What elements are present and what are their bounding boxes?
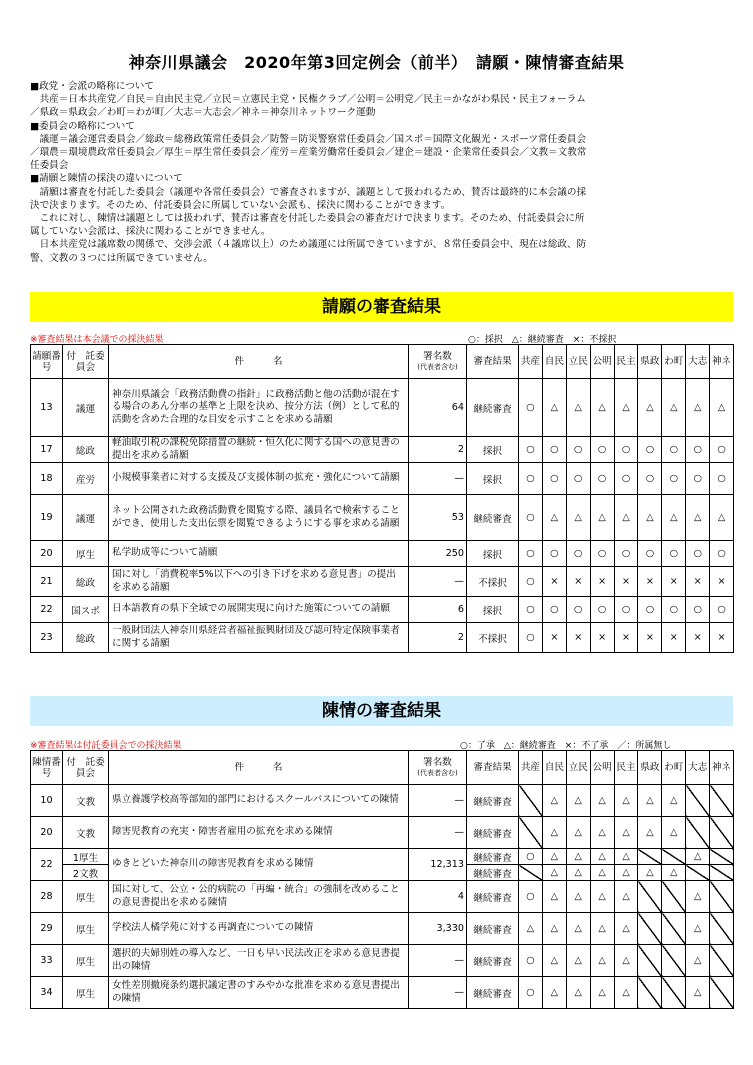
cell-result: 継続審査: [467, 379, 519, 437]
cell-vote: ○: [662, 463, 686, 495]
cell-vote: ○: [638, 597, 662, 623]
cell-result: 継続審査: [467, 945, 519, 977]
header-signatures: [409, 751, 467, 785]
cell-vote: ○: [519, 977, 543, 1009]
cell-vote: ○: [710, 463, 734, 495]
cell-vote: △: [686, 881, 710, 913]
cell-subject: ゆきとどいた神奈川の障害児教育を求める陳情: [109, 849, 409, 881]
table-row: [31, 597, 734, 623]
petitions2-note: ※審査結果は付託委員会での採決結果: [30, 741, 182, 751]
vote-none: [710, 977, 734, 1009]
cell-vote: ×: [590, 623, 614, 653]
note-line: これに対し、陳情は議題としては扱われず、賛否は審査を付託した委員会の審査だけで決まります。そのため、付託委員会に所: [30, 213, 585, 225]
vote-none: [519, 865, 543, 881]
cell-vote: △: [542, 977, 566, 1009]
vote-none: [710, 881, 734, 913]
header-party: 公明: [590, 345, 614, 379]
cell-vote: ○: [662, 541, 686, 567]
cell-vote: ○: [519, 849, 543, 865]
cell-vote: △: [566, 495, 590, 541]
header-party: わ町: [662, 751, 686, 785]
cell-subject: ネット公開された政務活動費を閲覧する際、議員名で検索することができ、使用した支出伝票を閲覧できるようにする事を求める請願: [109, 495, 409, 541]
cell-vote: ○: [590, 437, 614, 463]
note-line: ■委員会の略称について: [30, 120, 135, 132]
cell-vote: ×: [542, 623, 566, 653]
cell-vote: △: [614, 865, 638, 881]
cell-subject: 一般財団法人神奈川県経営者福祉振興財団及び認可特定保険事業者に関する請願: [109, 623, 409, 653]
cell-no: 23: [31, 623, 63, 653]
cell-vote: ×: [638, 567, 662, 597]
cell-signatures: —: [409, 817, 467, 849]
cell-vote: △: [590, 785, 614, 817]
header-no: 陳情番号: [31, 751, 63, 785]
cell-no: 13: [31, 379, 63, 437]
table-row: [31, 817, 734, 849]
cell-vote: ○: [519, 379, 543, 437]
vote-none: [710, 849, 734, 865]
table-row: [31, 881, 734, 913]
cell-vote: △: [686, 945, 710, 977]
table-row: [31, 541, 734, 567]
cell-vote: △: [686, 849, 710, 865]
cell-signatures: 2: [409, 437, 467, 463]
cell-vote: △: [590, 865, 614, 881]
vote-none: [662, 849, 686, 865]
cell-signatures: —: [409, 463, 467, 495]
vote-none: [686, 865, 710, 881]
cell-subject: 学校法人橘学苑に対する再調査についての陳情: [109, 913, 409, 945]
cell-committee: 厚生: [63, 881, 109, 913]
vote-none: [662, 977, 686, 1009]
cell-no: 22: [31, 849, 63, 881]
header-committee: 付 託委員会: [63, 751, 109, 785]
cell-vote: ○: [590, 541, 614, 567]
vote-none: [710, 785, 734, 817]
cell-vote: △: [662, 495, 686, 541]
note-line: ／県政＝県政会／わ町＝わが町／大志＝大志会／神ネ＝神奈川ネットワーク運動: [30, 107, 376, 119]
cell-vote: ○: [686, 463, 710, 495]
cell-vote: ○: [519, 881, 543, 913]
cell-vote: △: [686, 913, 710, 945]
header-party: 民主: [614, 345, 638, 379]
cell-vote: △: [566, 913, 590, 945]
table-row: [31, 463, 734, 495]
cell-committee: 文教: [63, 785, 109, 817]
cell-vote: △: [686, 379, 710, 437]
vote-none: [710, 817, 734, 849]
note-line: 議運＝議会運営委員会／総政＝総務政策常任委員会／防警＝防災警察常任委員会／国スポ＝国際文化観光・スポーツ常任委員会: [30, 133, 587, 145]
table-row: [31, 623, 734, 653]
header-party: 自民: [542, 751, 566, 785]
cell-signatures: 4: [409, 881, 467, 913]
cell-vote: △: [542, 817, 566, 849]
cell-signatures: 3,330: [409, 913, 467, 945]
cell-committee: 産労: [63, 463, 109, 495]
cell-subject: 神奈川県議会「政務活動費の指針」に政務活動と他の活動が混在する場合のあん分率の基準と上限を決め、按分方法（例）として私的活動を含めた合理的な目安を示すことを求める請願: [109, 379, 409, 437]
cell-vote: ○: [662, 437, 686, 463]
petitions-note: ※審査結果は本会議での採決結果: [30, 335, 164, 345]
cell-vote: ○: [566, 597, 590, 623]
note-line: 決で決まります。そのため、付託委員会に所属していない会派も、採決に関わることができます。: [30, 199, 451, 211]
cell-committee: 総政: [63, 567, 109, 597]
cell-vote: ×: [662, 623, 686, 653]
cell-vote: △: [590, 977, 614, 1009]
vote-none: [662, 913, 686, 945]
cell-vote: △: [614, 379, 638, 437]
cell-no: 18: [31, 463, 63, 495]
cell-vote: ○: [614, 597, 638, 623]
cell-vote: △: [638, 865, 662, 881]
cell-vote: ○: [542, 463, 566, 495]
header-no: 請願番号: [31, 345, 63, 379]
cell-subject: 国に対して、公立・公的病院の「再編・統合」の強制を改めることの意見書提出を求める陳情: [109, 881, 409, 913]
cell-no: 17: [31, 437, 63, 463]
vote-none: [686, 785, 710, 817]
cell-result: 採択: [467, 597, 519, 623]
cell-no: 21: [31, 567, 63, 597]
cell-vote: △: [614, 945, 638, 977]
cell-vote: △: [590, 945, 614, 977]
cell-vote: △: [566, 977, 590, 1009]
cell-vote: ○: [519, 437, 543, 463]
petitions2-table: [30, 750, 734, 1009]
note-line: 属していない会派は、採決に関わることができません。: [30, 226, 271, 238]
cell-subject: 国に対し「消費税率5%以下への引き下げを求める意見書」の提出を求める請願: [109, 567, 409, 597]
cell-vote: △: [638, 817, 662, 849]
cell-vote: △: [614, 913, 638, 945]
cell-vote: △: [519, 913, 543, 945]
cell-vote: △: [614, 881, 638, 913]
cell-committee: 国スポ: [63, 597, 109, 623]
petitions2-heading: 陳情の審査結果: [30, 696, 733, 726]
header-party: 神ネ: [710, 751, 734, 785]
header-party: 自民: [542, 345, 566, 379]
cell-vote: ○: [519, 623, 543, 653]
header-party: 民主: [614, 751, 638, 785]
vote-none: [710, 945, 734, 977]
header-party: 大志: [686, 751, 710, 785]
cell-vote: ○: [686, 597, 710, 623]
table-row: [31, 945, 734, 977]
header-result: 審査結果: [467, 751, 519, 785]
cell-vote: △: [542, 913, 566, 945]
cell-vote: ×: [686, 567, 710, 597]
cell-vote: △: [542, 785, 566, 817]
cell-vote: ×: [590, 567, 614, 597]
cell-vote: △: [662, 865, 686, 881]
cell-committee: 総政: [63, 623, 109, 653]
cell-committee: 議運: [63, 379, 109, 437]
cell-vote: △: [710, 495, 734, 541]
cell-result: 不採択: [467, 623, 519, 653]
note-line: 任委員会: [30, 160, 69, 172]
header-signatures-sub: (代表者含む): [417, 362, 458, 371]
vote-none: [519, 785, 543, 817]
note-line: ■政党・会派の略称について: [30, 81, 154, 92]
cell-vote: △: [638, 785, 662, 817]
cell-vote: △: [614, 495, 638, 541]
cell-no: 22: [31, 597, 63, 623]
cell-vote: ○: [614, 437, 638, 463]
header-party: わ町: [662, 345, 686, 379]
cell-vote: △: [686, 977, 710, 1009]
cell-vote: △: [614, 817, 638, 849]
cell-vote: ×: [638, 623, 662, 653]
vote-none: [638, 881, 662, 913]
cell-committee: 議運: [63, 495, 109, 541]
header-signatures: [409, 345, 467, 379]
cell-vote: △: [614, 977, 638, 1009]
cell-vote: △: [590, 379, 614, 437]
cell-vote: ○: [566, 463, 590, 495]
header-party: 公明: [590, 751, 614, 785]
note-line: 日本共産党は議席数の関係で、交渉会派（４議席以上）のため議運には所属できていますが、８常任委員会中、現在は総政、防: [30, 239, 587, 251]
cell-vote: △: [662, 379, 686, 437]
cell-vote: ○: [519, 495, 543, 541]
vote-none: [638, 945, 662, 977]
cell-signatures: 250: [409, 541, 467, 567]
header-party: 立民: [566, 751, 590, 785]
cell-result: 継続審査: [467, 913, 519, 945]
cell-vote: △: [566, 849, 590, 865]
header-signatures-label: 署名数: [423, 756, 452, 768]
vote-none: [710, 865, 734, 881]
header-result: 審査結果: [467, 345, 519, 379]
cell-vote: △: [566, 865, 590, 881]
cell-vote: ×: [614, 623, 638, 653]
cell-signatures: —: [409, 785, 467, 817]
cell-vote: △: [662, 817, 686, 849]
cell-committee: 厚生: [63, 945, 109, 977]
vote-none: [638, 913, 662, 945]
cell-vote: ○: [519, 463, 543, 495]
cell-vote: ○: [638, 541, 662, 567]
petitions2-legend: ○：了承 △：継続審査 ×：不了承 ／：所属無し: [460, 741, 672, 751]
header-party: 共産: [519, 751, 543, 785]
cell-vote: ○: [519, 945, 543, 977]
header-party: 立民: [566, 345, 590, 379]
cell-vote: ○: [542, 597, 566, 623]
vote-none: [519, 817, 543, 849]
cell-vote: ○: [590, 597, 614, 623]
cell-vote: △: [566, 881, 590, 913]
cell-committee: 厚生: [63, 913, 109, 945]
cell-vote: △: [542, 495, 566, 541]
cell-vote: △: [566, 817, 590, 849]
cell-vote: △: [590, 495, 614, 541]
cell-result: 採択: [467, 463, 519, 495]
cell-vote: △: [542, 881, 566, 913]
cell-vote: ○: [519, 541, 543, 567]
header-subject: 件 名: [109, 345, 409, 379]
cell-vote: ○: [590, 463, 614, 495]
cell-subject: 女性差別撤廃条約選択議定書のすみやかな批准を求める意見書提出の陳情: [109, 977, 409, 1009]
cell-vote: ×: [710, 623, 734, 653]
cell-vote: △: [638, 495, 662, 541]
cell-result: 継続審査: [467, 785, 519, 817]
petitions-table: [30, 344, 734, 653]
cell-result: 採択: [467, 437, 519, 463]
cell-vote: △: [590, 881, 614, 913]
cell-subject: 私学助成等について請願: [109, 541, 409, 567]
cell-vote: ○: [710, 437, 734, 463]
vote-none: [662, 881, 686, 913]
cell-vote: △: [566, 379, 590, 437]
header-signatures-label: 署名数: [423, 350, 452, 362]
cell-vote: ○: [638, 463, 662, 495]
cell-vote: △: [662, 785, 686, 817]
cell-vote: ○: [686, 541, 710, 567]
header-party: 大志: [686, 345, 710, 379]
cell-subject: 軽油取引税の課税免除措置の継続・恒久化に関する国への意見書の提出を求める請願: [109, 437, 409, 463]
cell-result: 継続審査: [467, 977, 519, 1009]
cell-vote: ○: [566, 541, 590, 567]
cell-vote: △: [590, 849, 614, 865]
cell-vote: △: [590, 913, 614, 945]
cell-vote: △: [590, 817, 614, 849]
cell-vote: △: [638, 379, 662, 437]
cell-vote: △: [614, 785, 638, 817]
cell-vote: ×: [542, 567, 566, 597]
header-party: 県政: [638, 751, 662, 785]
cell-committee: 厚生: [63, 541, 109, 567]
vote-none: [686, 817, 710, 849]
header-committee: 付 託委員会: [63, 345, 109, 379]
cell-vote: ○: [519, 597, 543, 623]
cell-vote: △: [542, 945, 566, 977]
note-line: 共産＝日本共産党／自民＝自由民主党／立民＝立憲民主党・民権クラブ／公明＝公明党／民主＝かながわ県民・民主フォーラム: [30, 94, 586, 106]
cell-vote: ○: [614, 463, 638, 495]
cell-vote: △: [686, 495, 710, 541]
cell-signatures: 64: [409, 379, 467, 437]
cell-no: 10: [31, 785, 63, 817]
table-row: [31, 849, 734, 865]
vote-none: [638, 849, 662, 865]
cell-subject: 障害児教育の充実・障害者雇用の拡充を求める陳情: [109, 817, 409, 849]
cell-subject: 日本語教育の県下全域での展開実現に向けた施策についての請願: [109, 597, 409, 623]
header-party: 神ネ: [710, 345, 734, 379]
cell-vote: ×: [686, 623, 710, 653]
table-row: [31, 977, 734, 1009]
cell-result: 継続審査: [467, 881, 519, 913]
cell-vote: ○: [710, 597, 734, 623]
cell-vote: ○: [519, 567, 543, 597]
header-signatures-sub: (代表者含む): [417, 768, 458, 777]
cell-result: 継続審査: [467, 817, 519, 849]
note-line: ／環農＝環境農政常任委員会／厚生＝厚生常任委員会／産労＝産業労働常任委員会／建企＝建設・企業常任委員会／文教＝文教常: [30, 147, 587, 159]
cell-no: 29: [31, 913, 63, 945]
cell-no: 19: [31, 495, 63, 541]
cell-vote: ×: [566, 567, 590, 597]
cell-vote: △: [566, 785, 590, 817]
cell-vote: ○: [662, 597, 686, 623]
cell-no: 20: [31, 541, 63, 567]
cell-no: 34: [31, 977, 63, 1009]
cell-vote: ○: [542, 541, 566, 567]
cell-no: 20: [31, 817, 63, 849]
cell-signatures: 6: [409, 597, 467, 623]
cell-result: 採択: [467, 541, 519, 567]
header-party: 県政: [638, 345, 662, 379]
cell-vote: △: [542, 379, 566, 437]
cell-vote: △: [710, 379, 734, 437]
cell-committee: 2文教: [63, 865, 109, 881]
notes-section: [30, 80, 730, 265]
cell-signatures: —: [409, 567, 467, 597]
table-row: [31, 785, 734, 817]
note-line: 警、文教の３つには所属できていません。: [30, 252, 213, 264]
table-row: [31, 495, 734, 541]
vote-none: [710, 913, 734, 945]
cell-signatures: 53: [409, 495, 467, 541]
cell-subject: 選択的夫婦別姓の導入など、一日も早い民法改正を求める意見書提出の陳情: [109, 945, 409, 977]
cell-vote: ○: [542, 437, 566, 463]
cell-vote: △: [566, 945, 590, 977]
cell-signatures: 12,313: [409, 849, 467, 881]
cell-vote: ×: [710, 567, 734, 597]
cell-vote: ×: [614, 567, 638, 597]
cell-committee: 総政: [63, 437, 109, 463]
cell-subject: 小規模事業者に対する支援及び支援体制の拡充・強化について請願: [109, 463, 409, 495]
cell-vote: ○: [614, 541, 638, 567]
cell-vote: ○: [566, 437, 590, 463]
cell-vote: ○: [686, 437, 710, 463]
table-row: [31, 379, 734, 437]
vote-none: [662, 945, 686, 977]
cell-vote: △: [542, 849, 566, 865]
petitions-legend: ○：採択 △：継続審査 ×：不採択: [468, 335, 617, 345]
cell-vote: △: [542, 865, 566, 881]
page-title: 神奈川県議会 2020年第3回定例会（前半） 請願・陳情審査結果: [128, 53, 625, 72]
cell-vote: △: [614, 849, 638, 865]
cell-signatures: —: [409, 945, 467, 977]
cell-result: 継続審査: [467, 495, 519, 541]
cell-result: 継続審査: [467, 849, 519, 865]
cell-result: 継続審査: [467, 865, 519, 881]
header-party: 共産: [519, 345, 543, 379]
cell-committee: 厚生: [63, 977, 109, 1009]
header-subject: 件 名: [109, 751, 409, 785]
table-row: [31, 437, 734, 463]
table-row: [31, 913, 734, 945]
cell-vote: ○: [710, 541, 734, 567]
cell-committee: 1厚生: [63, 849, 109, 865]
cell-subject: 県立養護学校高等部知的部門におけるスクールバスについての陳情: [109, 785, 409, 817]
cell-no: 33: [31, 945, 63, 977]
table-row: [31, 567, 734, 597]
note-line: ■請願と陳情の採決の違いについて: [30, 173, 183, 185]
note-line: 請願は審査を付託した委員会（議運や各常任委員会）で審査されますが、議題として扱われるため、賛否は最終的に本会議の採: [30, 186, 587, 198]
cell-vote: ○: [638, 437, 662, 463]
cell-signatures: 2: [409, 623, 467, 653]
cell-signatures: —: [409, 977, 467, 1009]
cell-vote: ×: [566, 623, 590, 653]
cell-result: 不採択: [467, 567, 519, 597]
petitions-heading: 請願の審査結果: [30, 292, 733, 322]
vote-none: [638, 977, 662, 1009]
cell-no: 28: [31, 881, 63, 913]
cell-vote: ×: [662, 567, 686, 597]
cell-committee: 文教: [63, 817, 109, 849]
